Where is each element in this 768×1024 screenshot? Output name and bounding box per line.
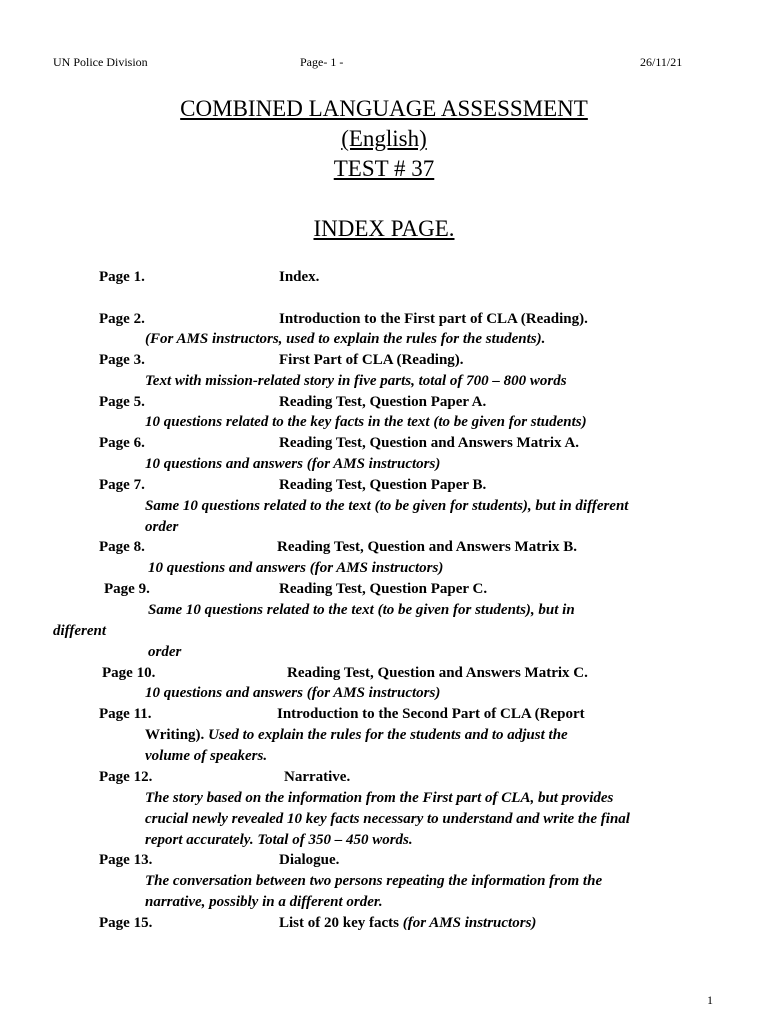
- entry-note-cont: order: [148, 644, 182, 660]
- entry-note: Same 10 questions related to the text (to be given for students), but in different: [145, 498, 629, 514]
- entry-title: Introduction to the First part of CLA (Reading).: [279, 311, 588, 327]
- entry-note-cont: report accurately. Total of 350 – 450 words.: [145, 832, 413, 848]
- entry-page-label: Page 2.: [99, 311, 145, 327]
- entry-title: Reading Test, Question Paper C.: [279, 581, 488, 597]
- entry-page-label: Page 8.: [99, 539, 145, 555]
- entry-title-cont: [145, 727, 568, 744]
- header-center: Page- 1 -: [300, 55, 344, 69]
- entry-note: 10 questions and answers (for AMS instructors): [145, 685, 441, 701]
- entry-title: First Part of CLA (Reading).: [279, 352, 464, 368]
- entry-note: (For AMS instructors, used to explain the rules for the students).: [145, 331, 546, 347]
- entry-page-label: Page 15.: [99, 915, 153, 931]
- header-date: 26/11/21: [640, 55, 683, 69]
- entry-title: Reading Test, Question and Answers Matrix B.: [277, 539, 578, 555]
- entry-title-cont-text: Writing).: [145, 727, 205, 743]
- entry-page-label: Page 13.: [99, 852, 153, 868]
- entry-title: Reading Test, Question and Answers Matrix C.: [287, 665, 588, 681]
- entry-note: Same 10 questions related to the text (to be given for students), but in: [148, 602, 575, 618]
- entry-page-label: Page 9.: [104, 581, 150, 597]
- header-left: UN Police Division: [53, 55, 148, 69]
- entry-note: Text with mission-related story in five parts, total of 700 – 800 words: [145, 373, 567, 389]
- entry-title: Dialogue.: [279, 852, 340, 868]
- entry-note: 10 questions and answers (for AMS instructors): [148, 560, 444, 576]
- entry-note-cont: narrative, possibly in a different order.: [145, 894, 383, 910]
- entry-title: Introduction to the Second Part of CLA (Report: [277, 706, 585, 722]
- entry-page-label: Page 11.: [99, 706, 152, 722]
- entry-title-text: List of 20 key facts: [279, 915, 403, 931]
- page-number: 1: [707, 993, 713, 1007]
- entry-page-label: Page 6.: [99, 435, 145, 451]
- entry-page-label: Page 10.: [102, 665, 156, 681]
- entry-note: 10 questions related to the key facts in the text (to be given for students): [145, 414, 587, 430]
- entry-title: Reading Test, Question Paper A.: [279, 394, 487, 410]
- entry-note-cont: crucial newly revealed 10 key facts necessary to understand and write the final: [145, 811, 630, 827]
- entry-note: 10 questions and answers (for AMS instructors): [145, 456, 441, 472]
- entry-note-cont: order: [145, 519, 179, 535]
- entry-note-cont: different: [53, 623, 107, 639]
- entry-note-cont: volume of speakers.: [145, 748, 268, 764]
- entry-title: [279, 915, 536, 932]
- entry-page-label: Page 5.: [99, 394, 145, 410]
- entry-note: Used to explain the rules for the students and to adjust the: [208, 727, 568, 743]
- entry-page-label: Page 7.: [99, 477, 145, 493]
- entry-title: Narrative.: [284, 769, 351, 785]
- entry-page-label: Page 1.: [99, 269, 145, 285]
- entry-title: Reading Test, Question and Answers Matrix A.: [279, 435, 580, 451]
- entry-note: The conversation between two persons repeating the information from the: [145, 873, 603, 889]
- index-heading: INDEX PAGE.: [313, 216, 455, 241]
- entry-title: Index.: [279, 269, 320, 285]
- entry-page-label: Page 3.: [99, 352, 145, 368]
- entry-page-label: Page 12.: [99, 769, 153, 785]
- entry-note: The story based on the information from the First part of CLA, but provides: [145, 790, 614, 806]
- entry-note: (for AMS instructors): [402, 915, 537, 931]
- doc-title: COMBINED LANGUAGE ASSESSMENT: [180, 96, 588, 121]
- doc-subtitle: (English): [341, 126, 427, 151]
- test-number: TEST # 37: [333, 156, 435, 181]
- entry-title: Reading Test, Question Paper B.: [279, 477, 487, 493]
